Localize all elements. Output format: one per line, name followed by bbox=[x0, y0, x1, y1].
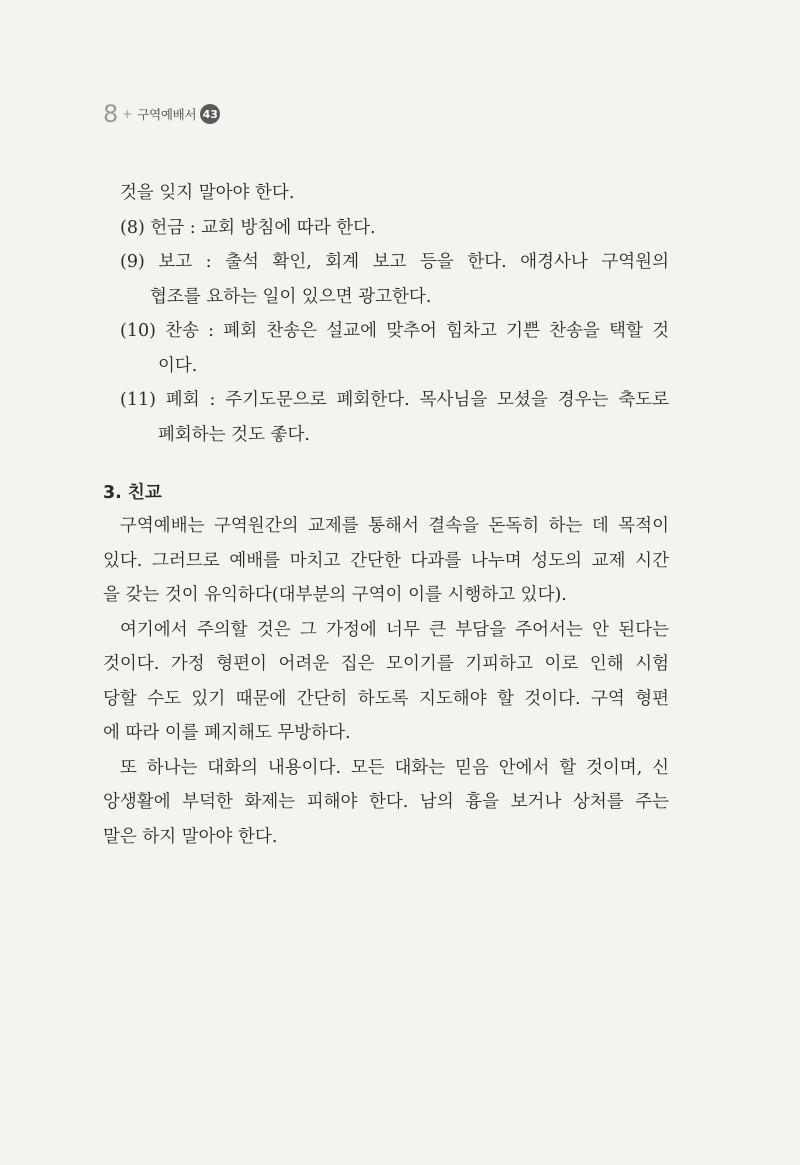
page-body bbox=[103, 176, 669, 854]
paragraph-line: 에 따라 이를 폐지해도 무방하다. bbox=[103, 723, 351, 743]
running-head-separator: + bbox=[122, 107, 133, 121]
list-item-offering: (8) 헌금 : 교회 방침에 따라 한다. bbox=[120, 217, 376, 238]
list-item-hymn: (10) 찬송 : 폐회 찬송은 설교에 맞추어 힘차고 기쁜 찬송을 택할 것 bbox=[120, 321, 669, 341]
list-item-hymn-continued: 이다. bbox=[158, 355, 198, 376]
section-heading: 3. 친교 bbox=[103, 483, 162, 503]
paragraph-line: 을 갖는 것이 유익하다(대부분의 구역이 이를 시행하고 있다). bbox=[103, 585, 567, 605]
page-number-badge: 43 bbox=[200, 104, 220, 124]
running-head bbox=[103, 101, 220, 127]
paragraph-line: 여기에서 주의할 것은 그 가정에 너무 큰 부담을 주어서는 안 된다는 bbox=[120, 619, 669, 640]
paragraph-line: 있다. 그러므로 예배를 마치고 간단한 다과를 나누며 성도의 교제 시간 bbox=[103, 550, 669, 571]
list-item-report: (9) 보고 : 출석 확인, 회계 보고 등을 한다. 애경사나 구역원의 bbox=[120, 252, 669, 272]
list-item-closing-continued: 폐회하는 것도 좋다. bbox=[158, 424, 310, 445]
chapter-number: 8 bbox=[103, 100, 118, 128]
paragraph-line: 말은 하지 말아야 한다. bbox=[103, 826, 278, 847]
paragraph-line: 당할 수도 있기 때문에 간단히 하도록 지도해야 할 것이다. 구역 형편 bbox=[103, 688, 669, 709]
section-gap bbox=[103, 452, 669, 477]
body-line: 것을 잊지 말아야 한다. bbox=[120, 183, 295, 203]
paragraph-line: 구역예배는 구역원간의 교제를 통해서 결속을 돈독히 하는 데 목적이 bbox=[120, 516, 669, 536]
paragraph-line: 또 하나는 대화의 내용이다. 모든 대화는 믿음 안에서 할 것이며, 신 bbox=[120, 757, 669, 778]
paragraph-line: 앙생활에 부덕한 화제는 피해야 한다. 남의 흉을 보거나 상처를 주는 bbox=[103, 792, 669, 812]
paragraph-line: 것이다. 가정 형편이 어려운 집은 모이기를 기피하고 이로 인해 시험 bbox=[103, 654, 669, 674]
list-item-report-continued: 협조를 요하는 일이 있으면 광고한다. bbox=[150, 286, 432, 307]
book-title: 구역예배서 bbox=[137, 107, 197, 122]
list-item-closing: (11) 폐회 : 주기도문으로 폐회한다. 목사님을 모셨을 경우는 축도로 bbox=[120, 390, 669, 410]
